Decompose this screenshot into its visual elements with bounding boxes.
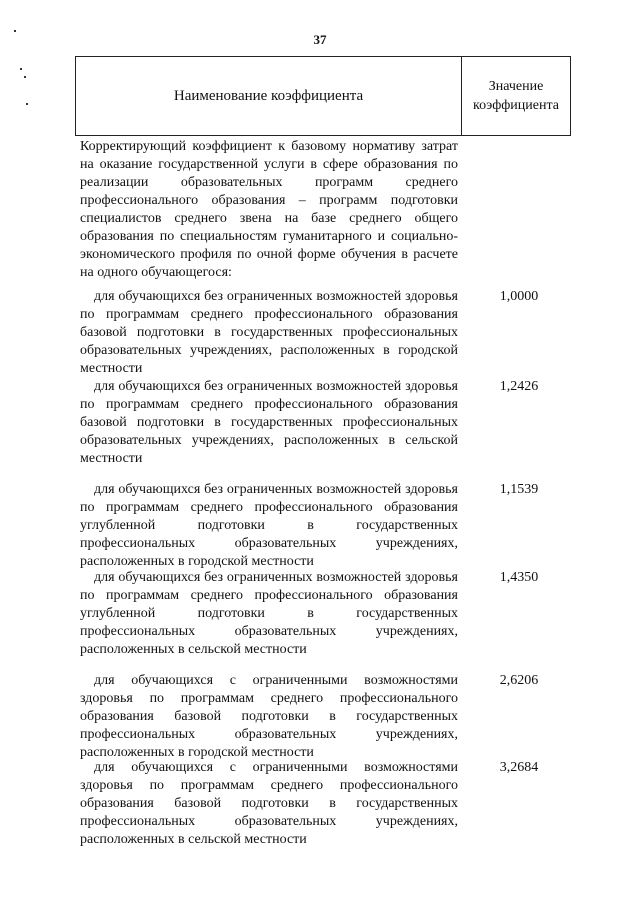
header-value-column [462, 57, 570, 135]
header-value-line1: Значение [488, 79, 544, 94]
coefficient-value: 2,6206 [499, 673, 539, 688]
intro-paragraph: Корректирующий коэффициент к базовому нормативу затрат на оказание государственной услуги в сфере образования по реализации образовательных программ среднего профессионального образования – программ подготовки специалистов среднего звена на базе среднего общего образования по специальностям гуманитарного и социально-экономического профиля по очной форме обучения в расчете на одного обучающегося: [80, 139, 458, 280]
coefficient-row [80, 378, 570, 468]
coefficient-value: 1,1539 [499, 482, 539, 497]
coefficient-row [80, 569, 570, 659]
coefficient-description: для обучающихся без ограниченных возможностей здоровья по программам среднего профессионального образования базовой подготовки в государственных профессиональных образовательных учреждениях, расположенных в городской местности [80, 289, 458, 376]
coefficient-value: 3,2684 [499, 760, 539, 775]
coefficient-description: для обучающихся без ограниченных возможностей здоровья по программам среднего профессионального образования углубленной подготовки в государственных профессиональных образовательных учреждениях, расположенных в сельской местности [80, 570, 458, 657]
coefficient-row [80, 288, 570, 378]
scan-speck [26, 103, 28, 105]
scan-speck [24, 76, 26, 78]
coefficient-row [80, 481, 570, 571]
page-number: 37 [313, 32, 327, 47]
scan-speck [20, 68, 22, 70]
coefficient-value: 1,0000 [499, 289, 539, 304]
header-name-column: Наименование коэффициента [76, 57, 462, 135]
coefficient-description: для обучающихся без ограниченных возможностей здоровья по программам среднего профессионального образования базовой подготовки в государственных профессиональных образовательных учреждениях, расположенных в сельской местности [80, 379, 458, 466]
table-header [75, 56, 571, 136]
coefficient-description: для обучающихся с ограниченными возможностями здоровья по программам среднего профессионального образования базовой подготовки в государственных профессиональных образовательных учреждениях, расположенных в городской местности [80, 673, 458, 760]
coefficient-row [80, 759, 570, 849]
coefficient-row [80, 672, 570, 762]
coefficient-value: 1,4350 [499, 570, 539, 585]
coefficient-description: для обучающихся без ограниченных возможностей здоровья по программам среднего профессионального образования углубленной подготовки в государственных профессиональных образовательных учреждениях, расположенных в городской местности [80, 482, 458, 569]
coefficient-value: 1,2426 [499, 379, 539, 394]
header-value-line2: коэффициента [473, 98, 559, 113]
coefficient-description: для обучающихся с ограниченными возможностями здоровья по программам среднего профессионального образования базовой подготовки в государственных профессиональных образовательных учреждениях, расположенных в сельской местности [80, 760, 458, 847]
